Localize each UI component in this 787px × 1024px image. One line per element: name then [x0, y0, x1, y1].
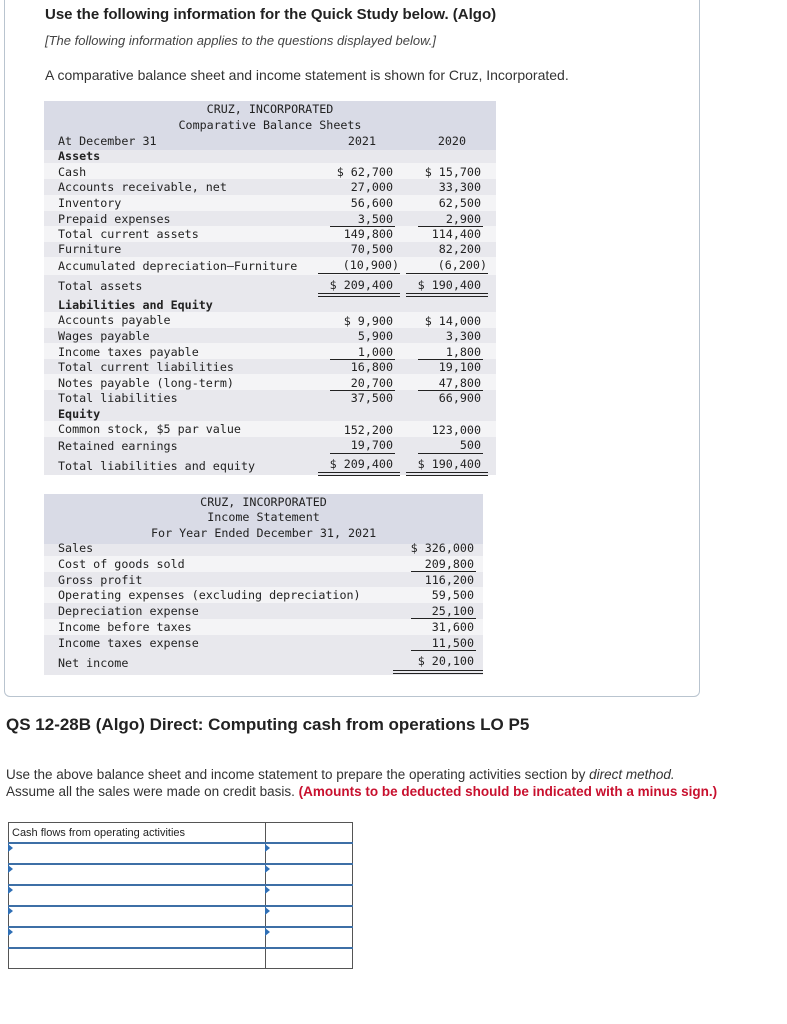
asset-label: Accounts receivable, net: [58, 180, 227, 194]
asset-2020: (6,200): [437, 258, 487, 272]
liability-2021: 16,800: [350, 360, 393, 374]
double-underline: [318, 296, 400, 297]
asset-2020: $ 15,700: [424, 165, 481, 179]
is-label: Net income: [58, 656, 129, 670]
liability-2021: $ 9,900: [343, 314, 393, 328]
dropdown-marker-icon: [8, 907, 13, 915]
answer-amount-input[interactable]: [266, 949, 352, 968]
underline: [411, 650, 476, 651]
liabilities-heading: Liabilities and Equity: [58, 298, 213, 312]
dropdown-marker-icon: [8, 886, 13, 894]
is-label: Operating expenses (excluding depreciation): [58, 588, 361, 602]
answer-label-input[interactable]: [9, 928, 265, 947]
asset-label: Cash: [58, 165, 87, 179]
panel-subtitle: [The following information applies to the questions displayed below.]: [45, 33, 436, 48]
answer-label-input[interactable]: [9, 907, 265, 926]
equity-2020: 500: [459, 438, 481, 452]
is-value: 116,200: [424, 573, 474, 587]
underline: [406, 273, 488, 274]
double-underline: [318, 475, 400, 476]
asset-label: Accumulated depreciation—Furniture: [58, 259, 298, 273]
liability-label: Wages payable: [58, 329, 150, 343]
is-label: Cost of goods sold: [58, 557, 185, 571]
dropdown-marker-icon: [8, 844, 13, 852]
liability-2020: 3,300: [445, 329, 481, 343]
equity-heading: Equity: [58, 407, 101, 421]
double-underline: [406, 472, 488, 473]
double-underline: [318, 293, 400, 294]
is-value: 209,800: [424, 557, 474, 571]
underline: [330, 453, 395, 454]
liability-2020: 47,800: [438, 376, 481, 390]
answer-table-header: Cash flows from operating activities: [9, 823, 266, 844]
bs-col-2021: 2021: [347, 134, 376, 148]
asset-2020: 82,200: [438, 242, 481, 256]
equity-label: Total liabilities and equity: [58, 459, 256, 473]
dropdown-marker-icon: [8, 865, 13, 873]
is-company: CRUZ, INCORPORATED: [200, 495, 327, 509]
underline: [411, 618, 476, 619]
liability-label: Accounts payable: [58, 313, 171, 327]
instruction-text-2: Assume all the sales were made on credit basis.: [6, 784, 299, 799]
double-underline: [406, 293, 488, 294]
equity-2021: $ 209,400: [329, 457, 393, 471]
intro-text: A comparative balance sheet and income statement is shown for Cruz, Incorporated.: [45, 67, 569, 83]
is-value: 59,500: [431, 588, 474, 602]
bs-col-2020: 2020: [437, 134, 466, 148]
is-value: 31,600: [431, 620, 474, 634]
equity-label: Retained earnings: [58, 439, 178, 453]
asset-label: Total current assets: [58, 227, 199, 241]
instruction-emphasis: direct method.: [589, 767, 675, 782]
asset-label: Total assets: [58, 279, 143, 293]
is-period: For Year Ended December 31, 2021: [151, 526, 377, 540]
answer-amount-input[interactable]: [266, 886, 352, 905]
asset-label: Furniture: [58, 242, 122, 256]
dropdown-marker-icon: [265, 844, 270, 852]
answer-header-amount-cell: [266, 823, 353, 844]
panel-title: Use the following information for the Quick Study below. (Algo): [45, 6, 497, 23]
is-title: Income Statement: [207, 510, 320, 524]
dropdown-marker-icon: [265, 886, 270, 894]
bs-title: Comparative Balance Sheets: [178, 118, 362, 132]
asset-2020: 33,300: [438, 180, 481, 194]
double-underline: [393, 673, 483, 674]
dropdown-marker-icon: [265, 928, 270, 936]
answer-table: [8, 822, 353, 969]
equity-2021: 19,700: [350, 438, 393, 452]
answer-amount-input[interactable]: [266, 844, 352, 863]
asset-2021: 3,500: [357, 212, 393, 226]
is-label: Income before taxes: [58, 620, 192, 634]
answer-amount-input[interactable]: [266, 928, 352, 947]
liability-label: Income taxes payable: [58, 345, 199, 359]
asset-2021: (10,900): [342, 258, 399, 272]
underline: [318, 273, 400, 274]
asset-2021: 56,600: [350, 196, 393, 210]
asset-label: Inventory: [58, 196, 122, 210]
bs-date-label: At December 31: [58, 134, 157, 148]
is-value: 11,500: [431, 636, 474, 650]
liability-2021: 1,000: [357, 345, 393, 359]
asset-2020: $ 190,400: [417, 278, 481, 292]
asset-2021: $ 209,400: [329, 278, 393, 292]
answer-label-input[interactable]: [9, 844, 265, 863]
liability-2020: 1,800: [445, 345, 481, 359]
asset-2020: 62,500: [438, 196, 481, 210]
equity-2020: $ 190,400: [417, 457, 481, 471]
is-value: $ 326,000: [410, 541, 474, 555]
double-underline: [393, 670, 483, 671]
answer-label-input[interactable]: [9, 865, 265, 884]
is-value: $ 20,100: [417, 654, 474, 668]
underline: [411, 571, 476, 572]
liability-2021: 37,500: [350, 391, 393, 405]
bs-company: CRUZ, INCORPORATED: [206, 102, 334, 116]
asset-2021: 149,800: [343, 227, 393, 241]
is-label: Income taxes expense: [58, 636, 199, 650]
liability-2020: 66,900: [438, 391, 481, 405]
answer-label-input[interactable]: [9, 886, 265, 905]
liability-2020: $ 14,000: [424, 314, 481, 328]
assets-heading: Assets: [58, 149, 101, 163]
equity-label: Common stock, $5 par value: [58, 422, 241, 436]
liability-label: Total liabilities: [58, 391, 178, 405]
liability-label: Notes payable (long-term): [58, 376, 234, 390]
asset-2020: 114,400: [431, 227, 481, 241]
question-instructions: [6, 766, 766, 800]
answer-label-input[interactable]: [9, 949, 265, 968]
asset-2020: 2,900: [445, 212, 481, 226]
asset-2021: $ 62,700: [336, 165, 393, 179]
answer-amount-input[interactable]: [266, 865, 352, 884]
underline: [418, 453, 483, 454]
instruction-text: Use the above balance sheet and income statement to prepare the operating activities section by: [6, 767, 590, 782]
is-value: 25,100: [431, 604, 474, 618]
asset-2021: 70,500: [350, 242, 393, 256]
equity-2020: 123,000: [431, 423, 481, 437]
instruction-warning: (Amounts to be deducted should be indicated with a minus sign.): [298, 784, 718, 799]
double-underline: [406, 475, 488, 476]
liability-2021: 5,900: [357, 329, 393, 343]
dropdown-marker-icon: [265, 907, 270, 915]
double-underline: [406, 296, 488, 297]
liability-2020: 19,100: [438, 360, 481, 374]
answer-amount-input[interactable]: [266, 907, 352, 926]
liability-label: Total current liabilities: [58, 360, 234, 374]
double-underline: [318, 472, 400, 473]
liability-2021: 20,700: [350, 376, 393, 390]
question-title: QS 12-28B (Algo) Direct: Computing cash from operations LO P5: [6, 715, 530, 734]
asset-label: Prepaid expenses: [58, 212, 171, 226]
is-label: Sales: [58, 541, 94, 555]
dropdown-marker-icon: [8, 928, 13, 936]
equity-2021: 152,200: [343, 423, 393, 437]
dropdown-marker-icon: [265, 865, 270, 873]
asset-2021: 27,000: [350, 180, 393, 194]
is-label: Depreciation expense: [58, 604, 199, 618]
is-label: Gross profit: [58, 573, 143, 587]
